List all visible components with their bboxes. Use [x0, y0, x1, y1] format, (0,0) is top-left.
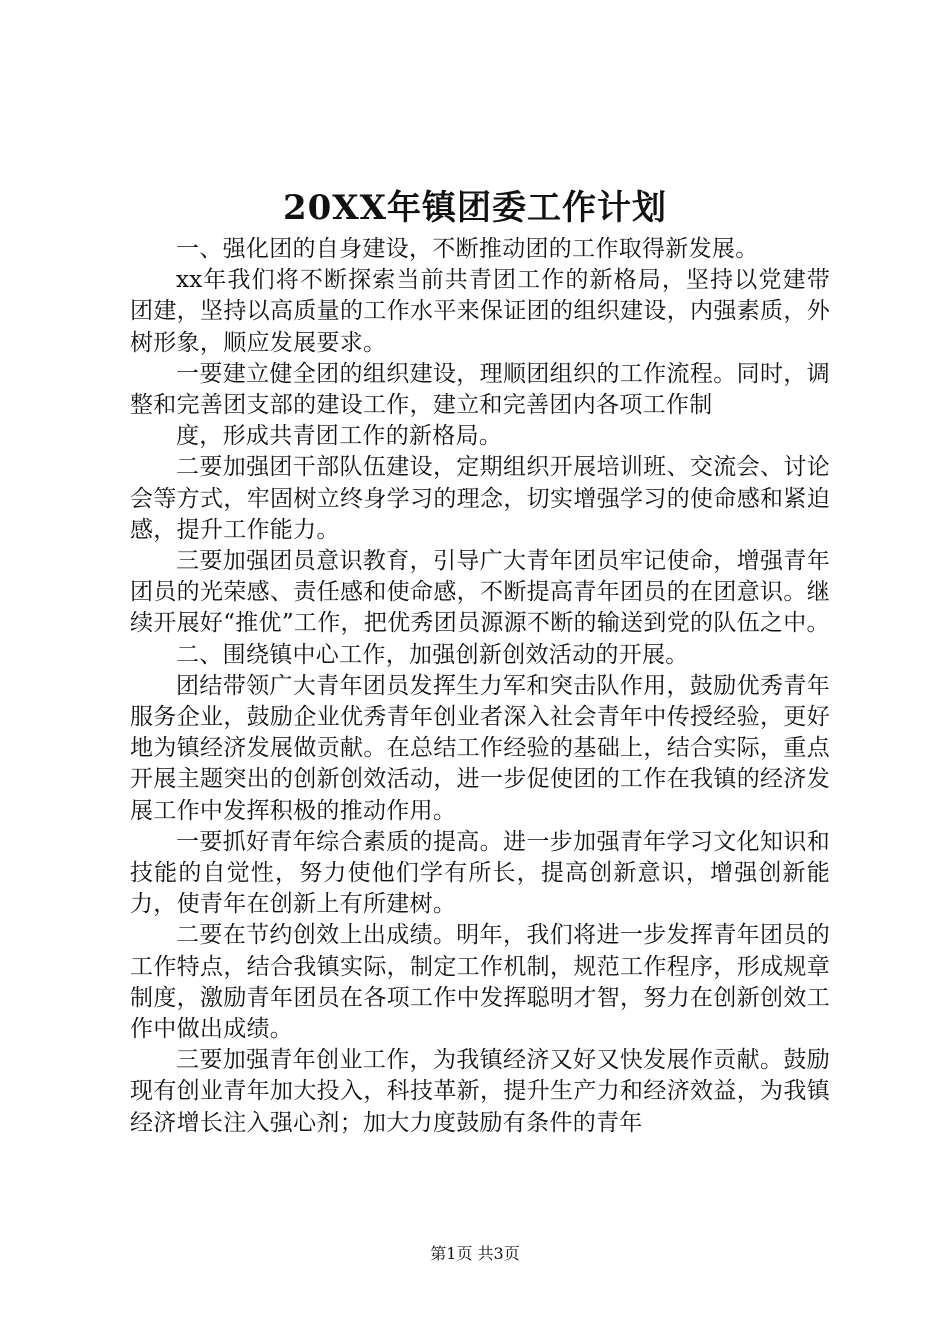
paragraph: 一要抓好青年综合素质的提高。进一步加强青年学习文化知识和技能的自觉性，努力使他们学有所长，提高创新意识，增强创新能力，使青年在创新上有所建树。: [130, 828, 830, 918]
paragraph: 二要加强团干部队伍建设，定期组织开展培训班、交流会、讨论会等方式，牢固树立终身学习的理念，切实增强学习的使命感和紧迫感，提升工作能力。: [130, 454, 830, 543]
document-title: 20XX年镇团委工作计划: [282, 188, 668, 228]
paragraph-heading-2: 二、围绕镇中心工作，加强创新创效活动的开展。: [176, 641, 689, 668]
paragraph: 一要建立健全团的组织建设，理顺团组织的工作流程。同时，调整和完善团支部的建设工作，建立和完善团内各项工作制: [130, 360, 830, 419]
paragraph: xx年我们将不断探索当前共青团工作的新格局，坚持以党建带团建，坚持以高质量的工作水平来保证团的组织建设，内强素质，外树形象，顺应发展要求。: [130, 267, 830, 356]
paragraph: 三要加强青年创业工作，为我镇经济又好又快发展作贡献。鼓励现有创业青年加大投入，科技革新，提升生产力和经济效益，为我镇经济增长注入强心剂；加大力度鼓励有条件的青年: [130, 1047, 830, 1136]
paragraph: 二要在节约创效上出成绩。明年，我们将进一步发挥青年团员的工作特点，结合我镇实际，制定工作机制，规范工作程序，形成规章制度，激励青年团员在各项工作中发挥聪明才智，努力在创新创效工作中做出成绩。: [130, 922, 830, 1043]
paragraph: 三要加强团员意识教育，引导广大青年团员牢记使命，增强青年团员的光荣感、责任感和使命感，不断提高青年团员的在团意识。继续开展好“推优”工作，把优秀团员源源不断的输送到党的队伍之中。: [130, 548, 830, 637]
page-number-footer: 第1页 共3页: [430, 1244, 520, 1263]
paragraph: 团结带领广大青年团员发挥生力军和突击队作用，鼓励优秀青年服务企业，鼓励企业优秀青年创业者深入社会青年中传授经验，更好地为镇经济发展做贡献。在总结工作经验的基础上，结合实际，重点开展主题突出的创新创效活动，进一步促使团的工作在我镇的经济发展工作中发挥积极的推动作用。: [130, 672, 830, 824]
paragraph-heading-1: 一、强化团的自身建设，不断推动团的工作取得新发展。: [176, 236, 759, 262]
document-body: [130, 234, 830, 1139]
paragraph: 度，形成共青团工作的新格局。: [176, 423, 503, 450]
